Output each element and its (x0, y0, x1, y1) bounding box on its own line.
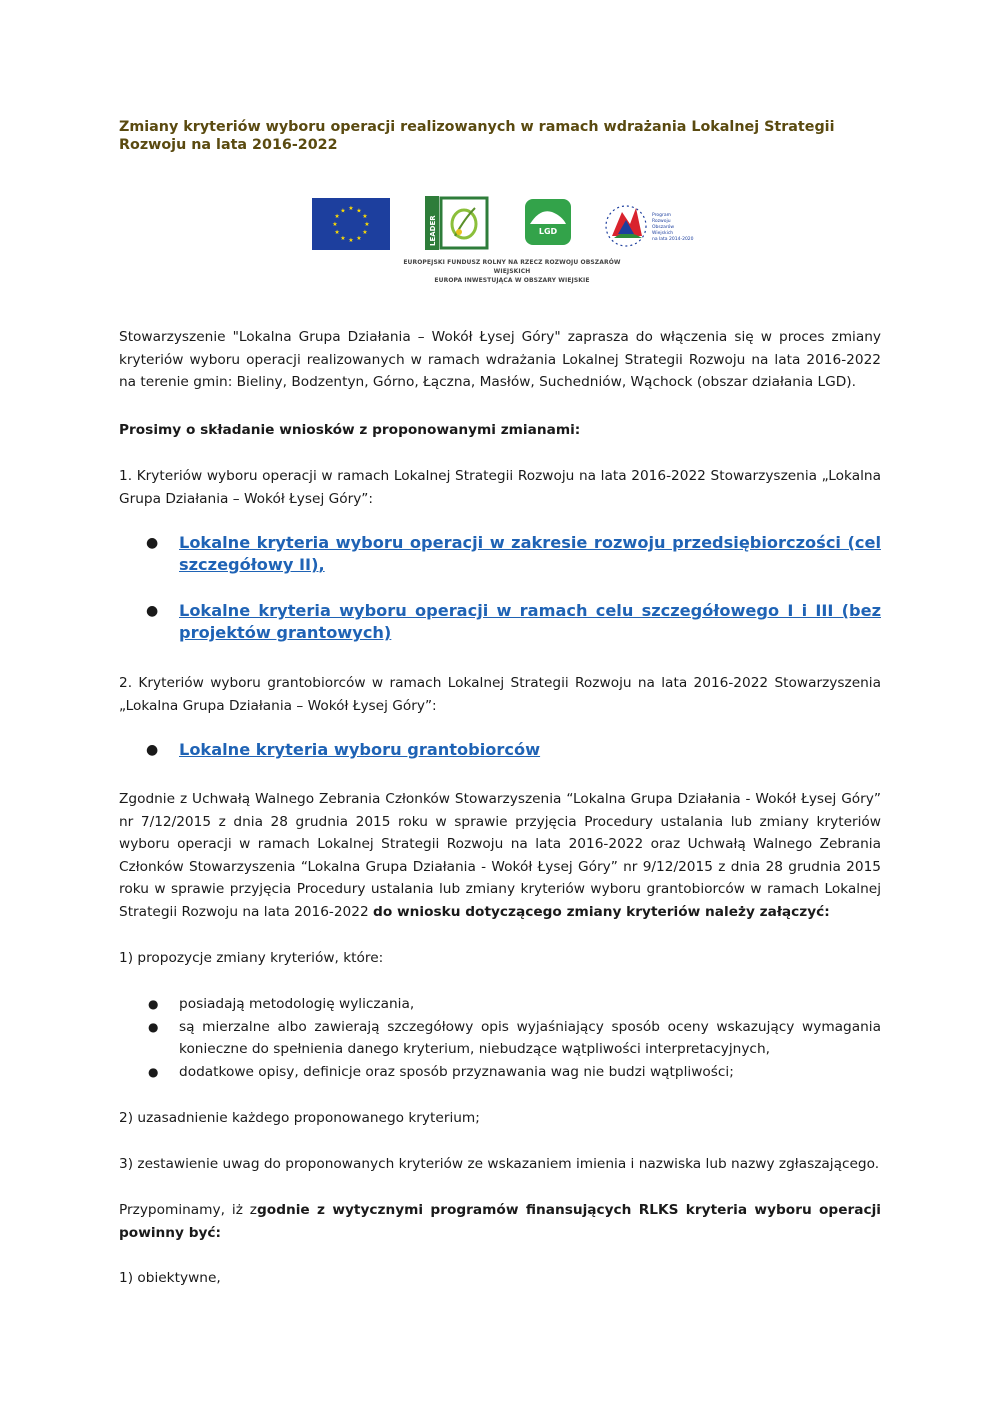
list-item-text: dodatkowe opisy, definicje oraz sposób przyznawania wag nie budzi wątpliwości; (179, 1063, 734, 1080)
requirements-list (119, 993, 881, 1083)
link-suffix[interactable]: , (318, 555, 325, 574)
resolution-bold-text: do wniosku dotyczącego zmiany kryteriów należy załączyć: (373, 903, 830, 920)
fund-caption (392, 258, 632, 285)
item-1: 1) obiektywne, (119, 1270, 221, 1286)
point-2: 2) uzasadnienie każdego proponowanego kryterium; (119, 1110, 480, 1126)
reminder-bold-text: godnie z wytycznymi programów finansujących RLKS kryteria wyboru operacji powinny być: (119, 1202, 881, 1241)
link-criteria-entrepreneurship[interactable]: Lokalne kryteria wyboru operacji w zakresie rozwoju przedsiębiorczości (cel szczegółowy II) (179, 533, 881, 574)
criteria-links-list-2 (119, 739, 881, 761)
fund-caption-line1: EUROPEJSKI FUNDUSZ ROLNY NA RZECZ ROZWOJU OBSZARÓW WIEJSKICH (403, 259, 621, 275)
svg-text:na lata 2014-2020: na lata 2014-2020 (652, 237, 694, 242)
criteria-links-list-1 (119, 532, 881, 644)
lgd-logo-label: LGD (538, 227, 558, 236)
reminder-paragraph (119, 1199, 881, 1244)
leader-logo-text: LEADER (429, 215, 437, 246)
intro-paragraph: Stowarzyszenie "Lokalna Grupa Działania – Wokół Łysej Góry" zaprasza do włączenia się w proces zmiany kryteriów wyboru operacji realizowanych w ramach wdrażania Lokalnej Strategii Rozwoju na lata 2016-2022 na terenie gmin: Bieliny, Bodzentyn, Górno, Łączna, Masłów, Suchedniów, Wąchock (obszar działania LGD). (119, 329, 881, 391)
link-criteria-goals-1-3[interactable]: Lokalne kryteria wyboru operacji w ramach celu szczegółowego I i III (bez projektów grantowych) (179, 601, 881, 642)
prow-logo-text: Program (652, 213, 671, 218)
bullet-icon: ● (146, 603, 159, 619)
eu-star-icon: ★ (340, 235, 346, 243)
list-item-text: są mierzalne albo zawierają szczegółowy opis wyjaśniający sposób oceny wskazujący wymagania konieczne do spełnienia danego kryterium, niebudzące wątpliwości interpretacyjnych, (179, 1018, 881, 1058)
svg-text:Rozwoju: Rozwoju (652, 219, 671, 224)
resolution-paragraph (119, 788, 881, 924)
eu-star-icon: ★ (348, 205, 354, 213)
bullet-icon: ● (148, 997, 159, 1011)
bullet-icon: ● (146, 742, 159, 758)
list-item-text: posiadają metodologię wyliczania, (179, 996, 415, 1012)
list-item (119, 1061, 881, 1084)
eu-star-icon: ★ (364, 221, 370, 229)
point-1: 1) propozycje zmiany kryteriów, które: (119, 950, 384, 966)
svg-text:Wiejskich: Wiejskich (652, 231, 674, 236)
eu-star-icon: ★ (348, 237, 354, 245)
list-item (119, 993, 881, 1016)
link-criteria-grantees[interactable]: Lokalne kryteria wyboru grantobiorców (179, 740, 541, 759)
list-item (119, 532, 881, 576)
resolution-text: Zgodnie z Uchwałą Walnego Zebrania Członków Stowarzyszenia “Lokalna Grupa Działania - Wokół Łysej Góry” nr 7/12/2015 z dnia 28 grudnia 2015 roku w sprawie przyjęcia Procedury ustalania lub zmiany kryteriów wyboru operacji w ramach Lokalnej Strategii Rozwoju na lata 2016-2022 oraz Uchwałą Walnego Zebrania Członków Stowarzyszenia “Lokalna Grupa Działania - Wokół Łysej Góry” nr 9/12/2015 z dnia 28 grudnia 2015 roku w sprawie przyjęcia Procedury ustalania lub zmiany kryteriów wyboru grantobiorców w ramach Lokalnej Strategii Rozwoju na lata 2016-2022 (119, 791, 881, 920)
eu-star-icon: ★ (356, 207, 362, 215)
eu-star-icon: ★ (334, 229, 340, 237)
bullet-icon: ● (146, 535, 159, 551)
list-item (119, 600, 881, 644)
eu-star-icon: ★ (340, 207, 346, 215)
bullet-icon: ● (148, 1019, 159, 1034)
fund-caption-line2: EUROPA INWESTUJĄCA W OBSZARY WIEJSKIE (434, 277, 590, 284)
request-heading: Prosimy o składanie wniosków z proponowanymi zmianami: (119, 422, 581, 438)
eu-star-icon: ★ (362, 229, 368, 237)
point-3: 3) zestawienie uwag do proponowanych kryteriów ze wskazaniem imienia i nazwiska lub nazwy zgłaszającego. (119, 1156, 880, 1172)
eu-star-icon: ★ (332, 221, 338, 229)
svg-text:Obszarów: Obszarów (652, 225, 675, 230)
page-title: Zmiany kryteriów wyboru operacji realizowanych w ramach wdrażania Lokalnej Strategii Rozwoju na lata 2016-2022 (119, 119, 835, 153)
eu-star-icon: ★ (362, 213, 368, 221)
eu-star-icon: ★ (356, 235, 362, 243)
logo-strip (312, 192, 692, 288)
bullet-icon: ● (148, 1064, 159, 1079)
eu-star-icon: ★ (334, 213, 340, 221)
reminder-prefix: Przypominamy, iż z (119, 1202, 257, 1218)
prow-logo-icon (602, 194, 694, 252)
section-2-text: 2. Kryteriów wyboru grantobiorców w ramach Lokalnej Strategii Rozwoju na lata 2016-2022 Stowarzyszenia „Lokalna Grupa Działania – Wokół Łysej Góry”: (119, 675, 881, 714)
list-item (119, 739, 881, 761)
section-1-text: 1. Kryteriów wyboru operacji w ramach Lokalnej Strategii Rozwoju na lata 2016-2022 Stowarzyszenia „Lokalna Grupa Działania – Wokół Łysej Góry”: (119, 468, 881, 507)
list-item (119, 1016, 881, 1061)
eu-flag-icon (312, 198, 390, 250)
lgd-logo-icon (524, 198, 572, 246)
leader-logo-icon (425, 196, 489, 250)
